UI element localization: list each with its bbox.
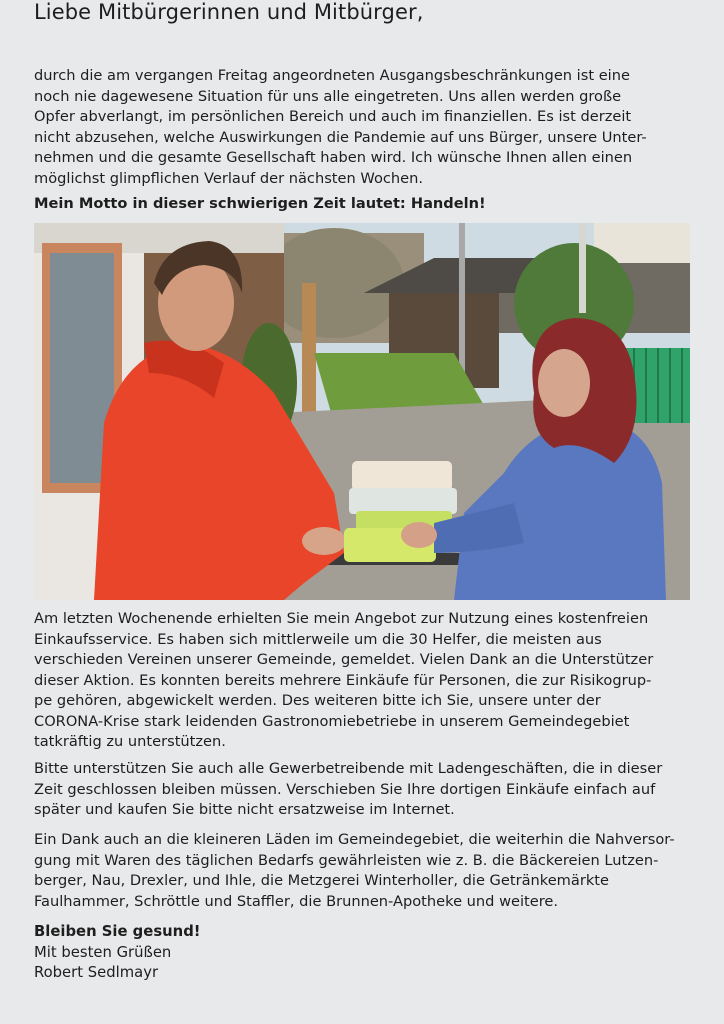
- intro-line: nehmen und die gesamte Gesellschaft haben wird. Ich wünsche Ihnen allen einen: [34, 149, 633, 166]
- paragraph-line: pe gehören, abgewickelt werden. Des weiteren bitte ich Sie, unsere unter der: [34, 692, 601, 709]
- paragraph-line: tatkräftig zu unterstützen.: [34, 733, 226, 750]
- helper-service-paragraph: [34, 609, 694, 753]
- paragraph-line: Bitte unterstützen Sie auch alle Gewerbetreibende mit Ladengeschäften, die in dieser: [34, 760, 663, 777]
- intro-line: möglichst glimpflichen Verlauf der nächsten Wochen.: [34, 169, 424, 187]
- paragraph-line: Ein Dank auch an die kleineren Läden im Gemeindegebiet, die weiterhin die Nahversor-: [34, 831, 675, 848]
- paragraph-line: Zeit geschlossen bleiben müssen. Verschieben Sie Ihre dortigen Einkäufe einfach auf: [34, 780, 656, 798]
- intro-line: nicht abzusehen, welche Auswirkungen die Pandemie auf uns Bürger, unsere Unter-: [34, 128, 647, 146]
- paragraph-line: gung mit Waren des täglichen Bedarfs gewährleisten wie z. B. die Bäckereien Lutzen-: [34, 851, 659, 869]
- letter-greeting: Liebe Mitbürgerinnen und Mitbürger,: [34, 0, 424, 24]
- closing-wish: Bleiben Sie gesund!: [34, 923, 201, 940]
- paragraph-line: später und kaufen Sie bitte nicht ersatzweise im Internet.: [34, 801, 455, 818]
- intro-line: durch die am vergangen Freitag angeordneten Ausgangsbeschränkungen ist eine: [34, 67, 630, 84]
- intro-line: noch nie dagewesene Situation für uns alle eingetreten. Uns allen werden große: [34, 87, 622, 105]
- shops-paragraph: [34, 759, 694, 821]
- handover-photo: [34, 223, 690, 600]
- paragraph-line: dieser Aktion. Es konnten bereits mehrere Einkäufe für Personen, die zur Risikogrup-: [34, 671, 652, 689]
- signature-name: Robert Sedlmayr: [34, 964, 159, 981]
- paragraph-line: verschieden Vereinen unserer Gemeinde, gemeldet. Vielen Dank an die Unterstützer: [34, 651, 654, 668]
- paragraph-line: Einkaufsservice. Es haben sich mittlerweile um die 30 Helfer, die meisten aus: [34, 630, 602, 648]
- intro-line: Opfer abverlangt, im persönlichen Bereich und auch im finanziellen. Es ist derzeit: [34, 108, 632, 125]
- intro-paragraph: [34, 66, 694, 189]
- paragraph-line: berger, Nau, Drexler, und Ihle, die Metzgerei Winterholler, die Getränkemärkte: [34, 872, 609, 889]
- paragraph-line: Am letzten Wochenende erhielten Sie mein Angebot zur Nutzung eines kostenfreien: [34, 610, 649, 627]
- paragraph-line: Faulhammer, Schröttle und Staffler, die Brunnen-Apotheke und weitere.: [34, 892, 559, 910]
- motto-line: Mein Motto in dieser schwierigen Zeit lautet: Handeln!: [34, 195, 486, 212]
- thanks-paragraph: [34, 830, 694, 912]
- closing-regards: Mit besten Grüßen: [34, 943, 172, 961]
- closing-block: [34, 922, 694, 984]
- paragraph-line: CORONA-Krise stark leidenden Gastronomiebetriebe in unserem Gemeindegebiet: [34, 712, 630, 730]
